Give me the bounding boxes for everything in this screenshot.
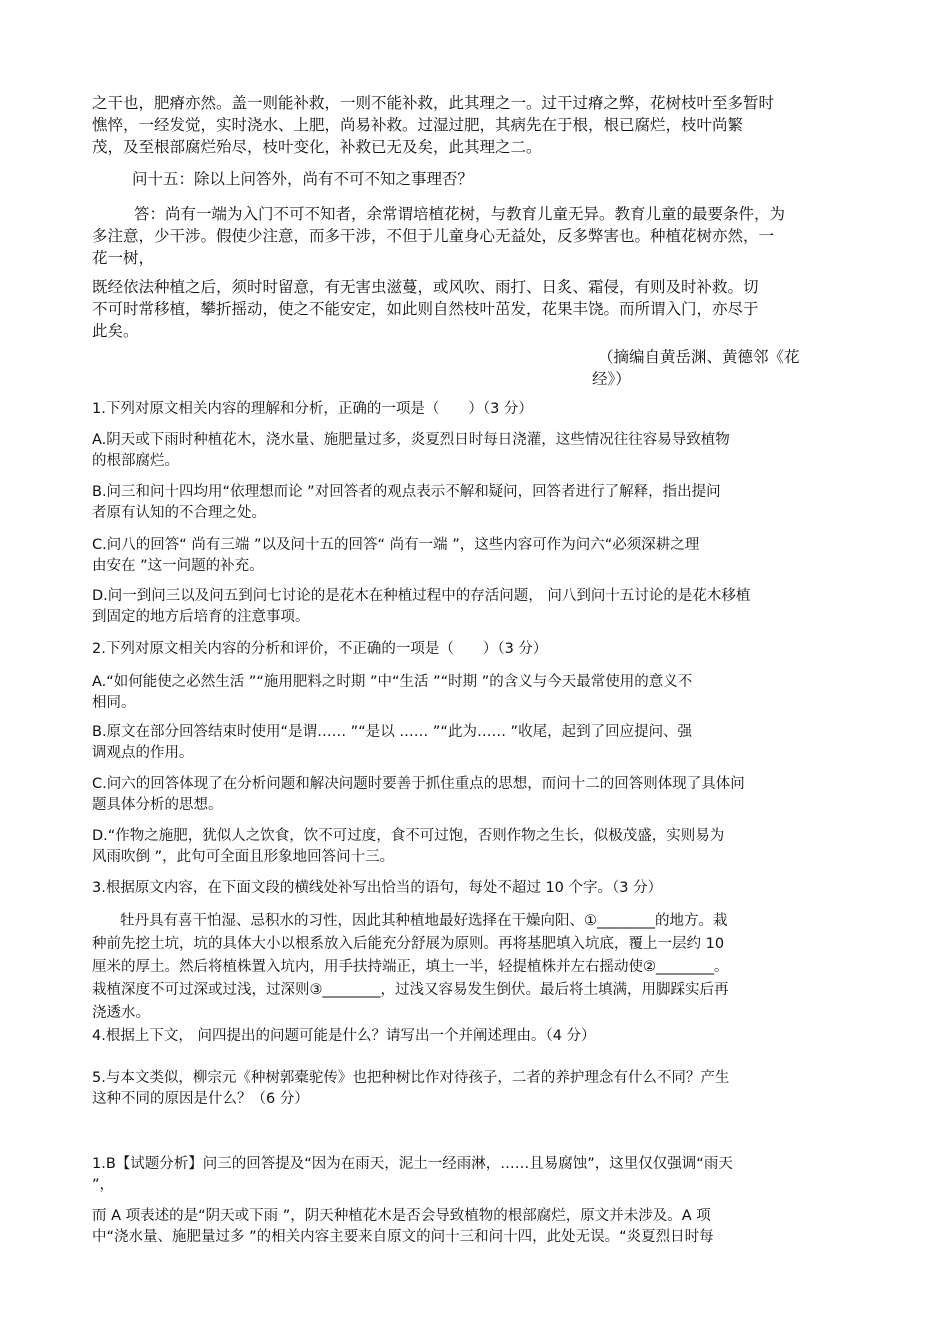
question-2-option-a: A.“如何能使之必然生活 ”“施用肥料之时期 ”中“生活 ”“时期 ”的含义与今天最常使用的意义不 相同。 <box>92 674 693 711</box>
question-2-stem: 2.下列对原文相关内容的分析和评价，不正确的一项是（ ）（3 分） <box>92 641 548 657</box>
question-1-option-b: B.问三和问十四均用“依理想而论 ”对回答者的观点表示不解和疑问，回答者进行了解释，指出提问 者原有认知的不合理之处。 <box>92 484 721 521</box>
answer-1-line2: 而 A 项表述的是“阴天或下雨 ”，阴天种植花木是否会导致植物的根部腐烂，原文并未涉及。A 项 中“浇水量、施肥量过多 ”的相关内容主要来自原文的问十三和问十四，此处无误。“炎夏烈日时每 <box>92 1208 714 1245</box>
question-3-stem: 3.根据原文内容，在下面文段的横线处补写出恰当的语句，每处不超过 10 个字。（3 分） <box>92 880 663 896</box>
question-2-option-c: C.问六的回答体现了在分析问题和解决问题时要善于抓住重点的思想，而问十二的回答则体现了具体问 题具体分析的思想。 <box>92 776 745 813</box>
passage-paragraph-1: 之干也，肥瘠亦然。盖一则能补救，一则不能补救，此其理之一。过干过瘠之弊，花树枝叶至多暂时 憔悴，一经发觉，实时浇水、上肥，尚易补救。过湿过肥，其病先在于根，根已腐烂，枝叶尚繁 茂，及至根部腐烂殆尽，枝叶变化，补救已无及矣，此其理之二。 <box>92 94 775 156</box>
passage-question-15: 问十五：除以上问答外，尚有不可不知之事理否？ <box>132 170 474 188</box>
passage-answer-15-part2: 既经依法种植之后，须时时留意，有无害虫滋蔓，或风吹、雨打、日炙、霜侵，有则及时补救。切 不可时常移植，攀折摇动，使之不能安定，如此则自然枝叶茁发，花果丰饶。而所谓入门，亦尽于 此矣。 <box>92 278 759 340</box>
question-3-passage: 牡丹具有喜干怕湿、忌积水的习性，因此其种植地最好选择在干燥向阳、①________的地方。栽 种前先挖土坑，坑的具体大小以根系放入后能充分舒展为原则。再将基肥填入坑底，覆上一层约 10 厘米的厚土。然后将植株置入坑内，用手扶持端正，填土一半，轻提植株并左右摇动使②________。 栽植深度不可过深或过浅，过深则③________，过浅又容易发生倒伏。最后将土填满，用脚踩实后再 浇透水。 <box>92 913 729 1021</box>
question-1-option-a: A.阴天或下雨时种植花木，浇水量、施肥量过多，炎夏烈日时每日浇灌，这些情况往往容易导致植物 的根部腐烂。 <box>92 432 730 469</box>
question-2-option-b: B.原文在部分回答结束时使用“是谓…… ”“是以 …… ”“此为…… ”收尾，起到了回应提问、强 调观点的作用。 <box>92 724 693 761</box>
question-1-option-c: C.问八的回答“ 尚有三端 ”以及问十五的回答“ 尚有一端 ”，这些内容可作为问六“必须深耕之理 由安在 ”这一问题的补充。 <box>92 537 700 574</box>
answer-1-line1: 1.B【试题分析】问三的回答提及“因为在雨天，泥土一经雨淋，……且易腐蚀”，这里仅仅强调“雨天 ”， <box>92 1156 733 1193</box>
question-1-option-d: D.问一到问三以及问五到问七讨论的是花木在种植过程中的存活问题， 问八到问十五讨论的是花木移植 到固定的地方后培育的注意事项。 <box>92 588 751 625</box>
question-5-stem: 5.与本文类似，柳宗元《种树郭橐驼传》也把种树比作对待孩子，二者的养护理念有什么不同？产生 这种不同的原因是什么？（6 分） <box>92 1070 730 1107</box>
question-4-stem: 4.根据上下文， 问四提出的问题可能是什么？请写出一个并阐述理由。（4 分） <box>92 1028 596 1044</box>
passage-answer-15-part1: 答：尚有一端为入门不可不知者，余常谓培植花树，与教育儿童无异。教育儿童的最要条件，为 多注意，少干涉。假使少注意，而多干涉，不但于儿童身心无益处，反多弊害也。种植花树亦然，一 花一树， <box>92 205 786 267</box>
passage-source: （摘编自黄岳渊、黄德邻《花 经》） <box>592 348 800 388</box>
question-2-option-d: D.“作物之施肥，犹似人之饮食，饮不可过度，食不可过饱，否则作物之生长，似极茂盛，实则易为 风雨吹倒 ”，此句可全面且形象地回答问十三。 <box>92 828 725 865</box>
question-1-stem: 1.下列对原文相关内容的理解和分析，正确的一项是（ ）（3 分） <box>92 401 533 417</box>
